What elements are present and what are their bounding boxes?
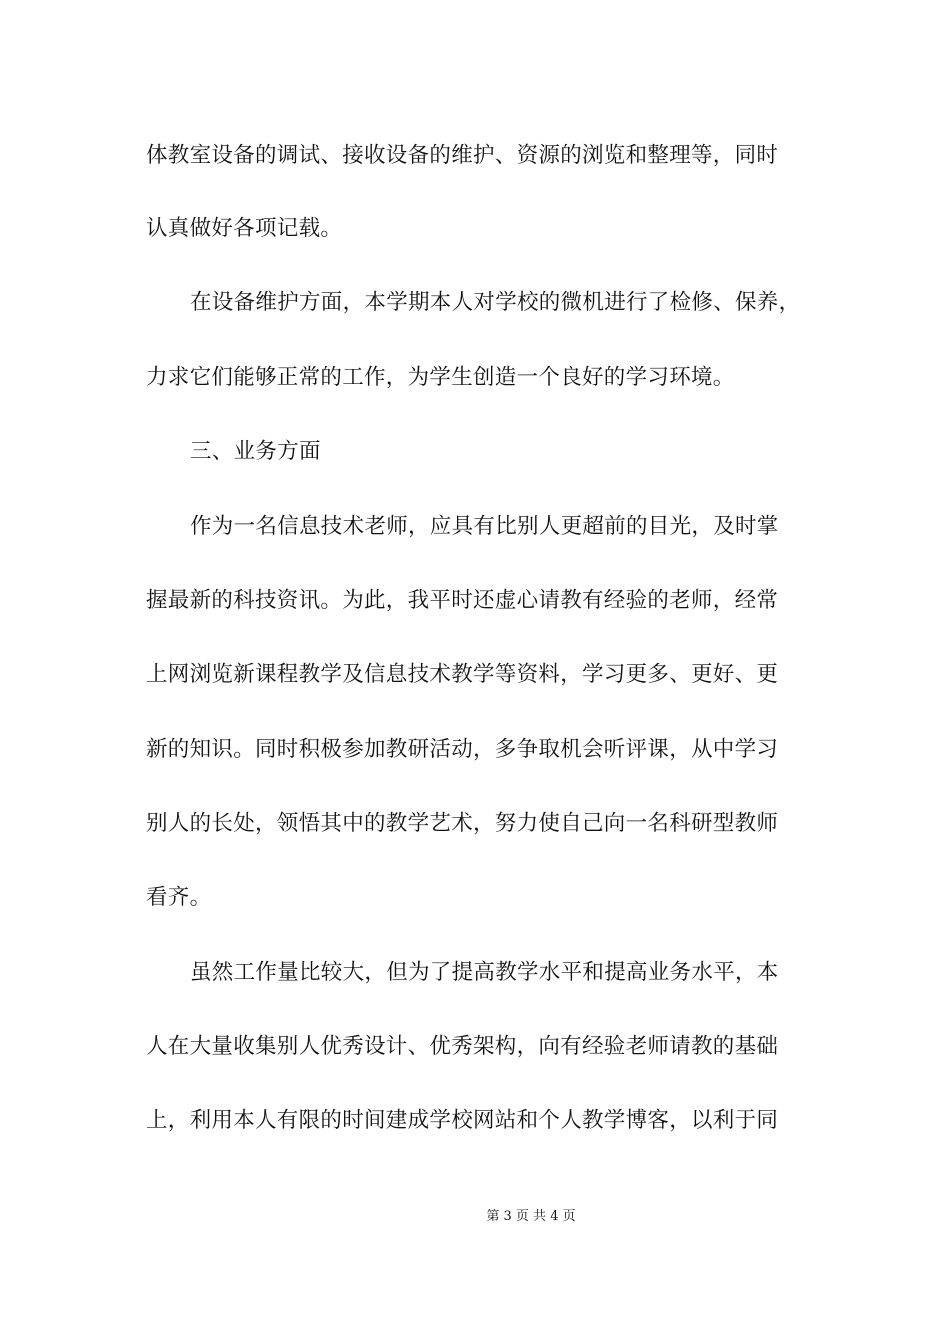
text-line: 人在大量收集别人优秀设计、优秀架构，向有经验老师请教的基础	[146, 1034, 779, 1059]
text-line: 力求它们能够正常的工作，为学生创造一个良好的学习环境。	[146, 365, 735, 390]
text-line: 新的知识。同时积极参加教研活动，多争取机会听评课，从中学习	[146, 737, 779, 762]
text-line: 看齐。	[146, 885, 212, 910]
paragraph-start-line: 在设备维护方面，本学期本人对学校的微机进行了检修、保养，	[190, 290, 801, 315]
text-line: 上，利用本人有限的时间建成学校网站和个人教学博客，以利于同	[146, 1108, 779, 1133]
text-line: 别人的长处，领悟其中的教学艺术，努力使自己向一名科研型教师	[146, 811, 779, 836]
page-number-footer: 第 3 页 共 4 页	[486, 1209, 576, 1224]
section-heading: 三、业务方面	[190, 439, 321, 464]
text-line: 握最新的科技资讯。为此，我平时还虚心请教有经验的老师，经常	[146, 588, 779, 613]
paragraph-start-line: 作为一名信息技术老师，应具有比别人更超前的目光，及时掌	[190, 514, 779, 539]
text-line: 认真做好各项记载。	[146, 216, 343, 241]
text-line: 上网浏览新课程教学及信息技术教学等资料，学习更多、更好、更	[146, 662, 779, 687]
paragraph-start-line: 虽然工作量比较大，但为了提高教学水平和提高业务水平，本	[190, 960, 779, 985]
text-line: 体教室设备的调试、接收设备的维护、资源的浏览和整理等，同时	[146, 143, 779, 168]
